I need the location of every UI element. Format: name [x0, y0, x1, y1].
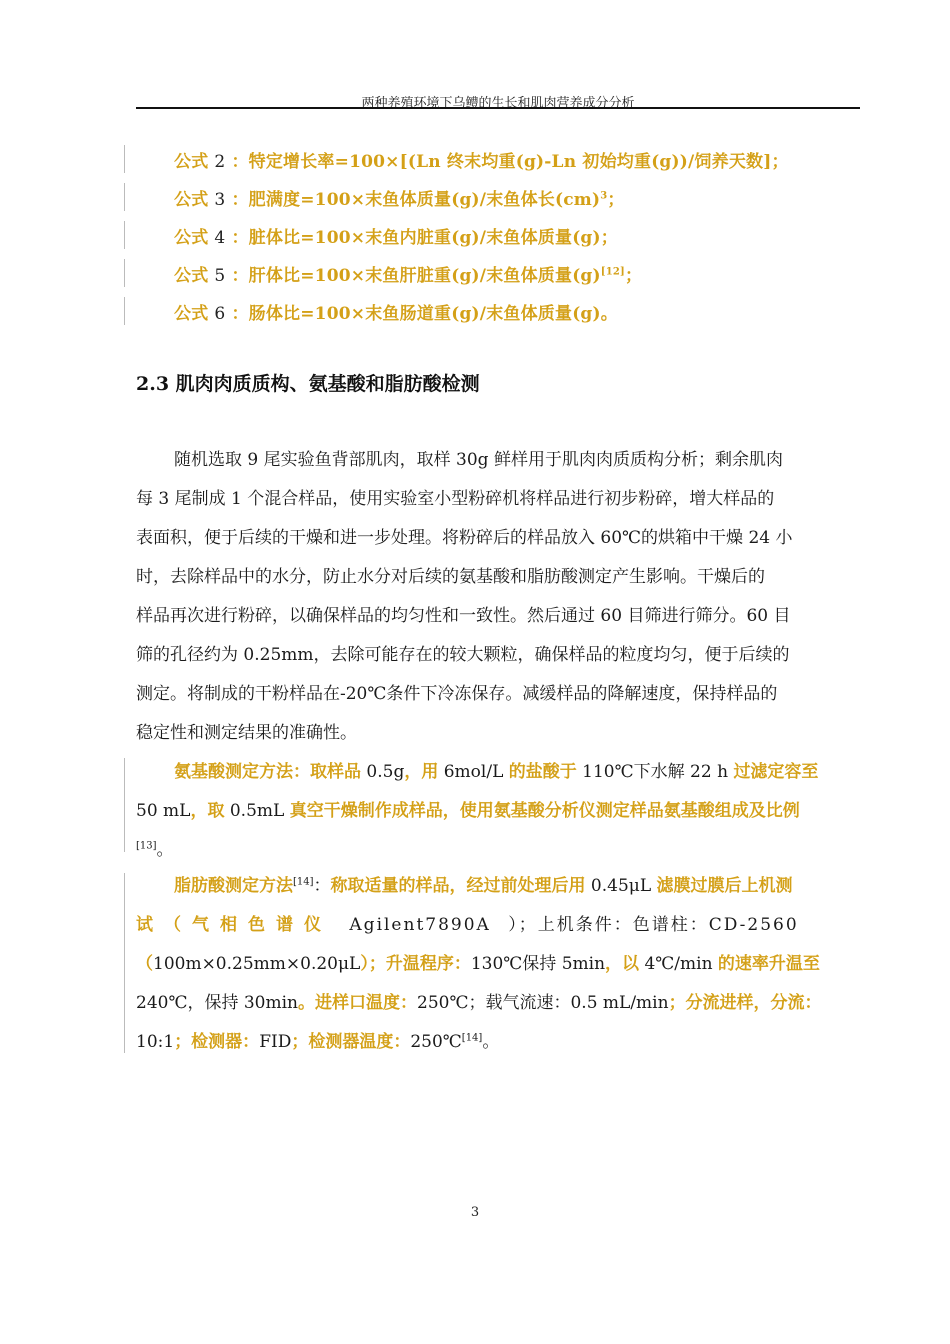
- formula-6: 公式 6 ：肠体比=100×末鱼肠道重(g)/末鱼体质量(g)。: [174, 304, 618, 324]
- formula-3: 公式 3 ：肥满度=100×末鱼体质量(g)/末鱼体长(cm)$^3$；: [174, 190, 625, 210]
- para-line: 时，去除样品中的水分，防止水分对后续的氨基酸和脂肪酸测定产生影响。干燥后的: [136, 567, 765, 587]
- formula-2: 公式 2 ：特定增长率=100×[(Ln 终末均重(g)-Ln 初始均重(g))/饲养天数]；: [174, 152, 789, 172]
- margin-mark: [124, 221, 125, 249]
- paragraph-fatty-acid-method: 脂肪酸测定方法[14]：称取适量的样品，经过前处理后用 0.45μL 滤膜过膜后上机测 试（气相色谱仪 Agilent7890A ）；上机条件：色谱柱：CD-2560 （100m×0.25mm×0.20μL）；升温程序：130℃保持 5min，以 4℃/min 的速率升温至 240℃，保持 30min。进样口温度：250℃；载气流速：0.5 mL/min；分流进样，分流： 10:1；检测器：FID；检测器温度：250℃[14]。: [136, 876, 822, 1052]
- margin-mark: [124, 873, 125, 1053]
- para-line: 表面积，便于后续的干燥和进一步处理。将粉碎后的样品放入 60℃的烘箱中干燥 24 小: [136, 528, 793, 548]
- para-line: 样品再次进行粉碎，以确保样品的均匀性和一致性。然后通过 60 目筛进行筛分。60 目: [136, 606, 791, 626]
- para-line: 测定。将制成的干粉样品在-20℃条件下冷冻保存。减缓样品的降解速度，保持样品的: [136, 684, 778, 704]
- margin-mark: [124, 145, 125, 173]
- para-line: 每 3 尾制成 1 个混合样品，使用实验室小型粉碎机将样品进行初步粉碎，增大样品的: [136, 489, 775, 509]
- formula-4: 公式 4 ：脏体比=100×末鱼内脏重(g)/末鱼体质量(g)；: [174, 228, 618, 248]
- section-title: 2.3 肌肉肉质质构、氨基酸和脂肪酸检测: [136, 373, 480, 395]
- margin-mark: [124, 183, 125, 211]
- para-line: 筛的孔径约为 0.25mm，去除可能存在的较大颗粒，确保样品的粒度均匀，便于后续的: [136, 645, 790, 665]
- page-number: 3: [470, 1205, 480, 1220]
- margin-mark: [124, 297, 125, 325]
- paragraph-amino-acid-method: 氨基酸测定方法：取样品 0.5g，用 6mol/L 的盐酸于 110℃下水解 22 h 过滤定容至 50 mL，取 0.5mL 真空干燥制作成样品，使用氨基酸分析仪测定样品氨基酸组成及比例 [13]。: [136, 762, 819, 860]
- para-line: 稳定性和测定结果的准确性。: [136, 723, 357, 743]
- para-line: 随机选取 9 尾实验鱼背部肌肉，取样 30g 鲜样用于肌肉肉质质构分析；剩余肌肉: [174, 450, 783, 470]
- page-header: 两种养殖环境下乌鳢的生长和肌肉营养成分分析: [361, 96, 635, 111]
- header-rule: [136, 107, 860, 109]
- margin-mark: [124, 259, 125, 287]
- margin-mark: [124, 758, 125, 852]
- formula-5: 公式 5 ：肝体比=100×末鱼肝脏重(g)/末鱼体质量(g)[12]；: [174, 266, 643, 286]
- paragraph-sample-prep: [136, 441, 860, 753]
